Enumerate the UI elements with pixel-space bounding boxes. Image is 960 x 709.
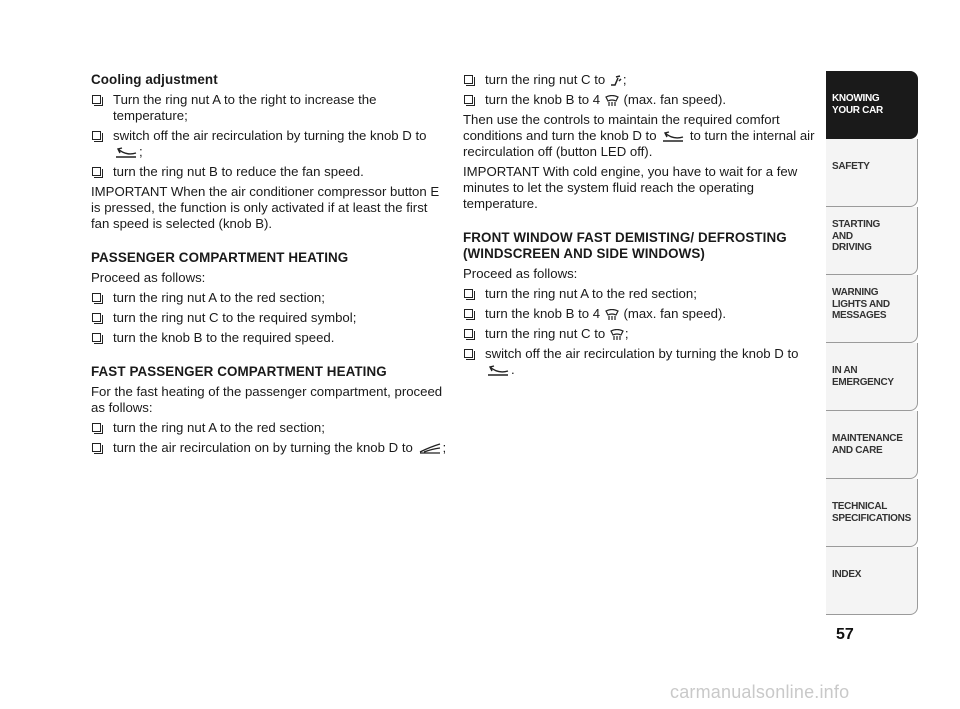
list-item: turn the air recirculation on by turning the knob D to ; (91, 440, 447, 456)
checkbox-bullet-icon (92, 313, 101, 322)
tab-index[interactable]: INDEX (826, 547, 918, 615)
windscreen-defrost-icon (605, 309, 619, 321)
tab-maintenance-and-care[interactable]: MAINTENANCE AND CARE (826, 411, 918, 479)
watermark: carmanualsonline.info (670, 682, 850, 702)
checkbox-bullet-icon (92, 443, 101, 452)
checkbox-bullet-icon (92, 423, 101, 432)
list-item: turn the ring nut B to reduce the fan speed. (91, 164, 447, 180)
demist-intro: Proceed as follows: (463, 266, 578, 281)
tab-in-an-emergency[interactable]: IN AN EMERGENCY (826, 343, 918, 411)
fast-demisting-heading: FRONT WINDOW FAST DEMISTING/ DEFROSTING (WINDSCREEN AND SIDE WINDOWS) (463, 230, 787, 261)
right-column (463, 72, 817, 382)
list-item: turn the ring nut C to the required symbol; (91, 310, 447, 326)
list-item: switch off the air recirculation by turning the knob D to . (463, 346, 817, 378)
section-tabs (826, 71, 918, 615)
windscreen-defrost-icon (605, 95, 619, 107)
recirculation-off-icon (486, 365, 510, 377)
checkbox-bullet-icon (92, 293, 101, 302)
checkbox-bullet-icon (464, 349, 473, 358)
list-item: turn the ring nut C to ; (463, 326, 817, 342)
checkbox-bullet-icon (92, 95, 101, 104)
list-item: turn the ring nut A to the red section; (91, 420, 447, 436)
tab-knowing-your-car[interactable]: KNOWING YOUR CAR (826, 71, 918, 139)
recirculation-off-icon (661, 131, 685, 143)
cooling-important-note: IMPORTANT When the air conditioner compressor button E is pressed, the function is only activated if at least the first fan speed is selected (knob B). (91, 184, 440, 231)
checkbox-bullet-icon (464, 309, 473, 318)
checkbox-bullet-icon (464, 95, 473, 104)
checkbox-bullet-icon (92, 167, 101, 176)
checkbox-bullet-icon (92, 333, 101, 342)
fast-heating-heading: FAST PASSENGER COMPARTMENT HEATING (91, 364, 387, 379)
recirculation-on-icon (418, 443, 442, 455)
recirculation-off-icon (114, 147, 138, 159)
list-item: turn the knob B to 4 (max. fan speed). (463, 306, 817, 322)
list-item: switch off the air recirculation by turning the knob D to ; (91, 128, 447, 160)
checkbox-bullet-icon (464, 75, 473, 84)
cooling-adjustment-heading: Cooling adjustment (91, 72, 218, 87)
tab-starting-and-driving[interactable]: STARTING AND DRIVING (826, 207, 918, 275)
feet-airflow-icon (610, 75, 622, 87)
tab-warning-lights[interactable]: WARNING LIGHTS AND MESSAGES (826, 275, 918, 343)
comfort-paragraph: Then use the controls to maintain the required comfort conditions and turn the knob D to to turn the internal air recirculation off (button LED off). (463, 112, 815, 159)
checkbox-bullet-icon (464, 289, 473, 298)
fast-heating-intro: For the fast heating of the passenger compartment, proceed as follows: (91, 384, 443, 415)
list-item: turn the ring nut A to the red section; (91, 290, 447, 306)
checkbox-bullet-icon (464, 329, 473, 338)
list-item: turn the ring nut C to ; (463, 72, 817, 88)
list-item: turn the knob B to the required speed. (91, 330, 447, 346)
left-column (91, 72, 447, 460)
windscreen-defrost-icon (610, 329, 624, 341)
cold-engine-note: IMPORTANT With cold engine, you have to wait for a few minutes to let the system fluid reach the operating temperature. (463, 164, 798, 211)
tab-safety[interactable]: SAFETY (826, 139, 918, 207)
checkbox-bullet-icon (92, 131, 101, 140)
page-number: 57 (836, 626, 854, 643)
tab-technical-specifications[interactable]: TECHNICAL SPECIFICATIONS (826, 479, 918, 547)
list-item: turn the ring nut A to the red section; (463, 286, 817, 302)
list-item: Turn the ring nut A to the right to increase the temperature; (91, 92, 447, 124)
heating-intro: Proceed as follows: (91, 270, 206, 285)
passenger-heating-heading: PASSENGER COMPARTMENT HEATING (91, 250, 349, 265)
list-item: turn the knob B to 4 (max. fan speed). (463, 92, 817, 108)
